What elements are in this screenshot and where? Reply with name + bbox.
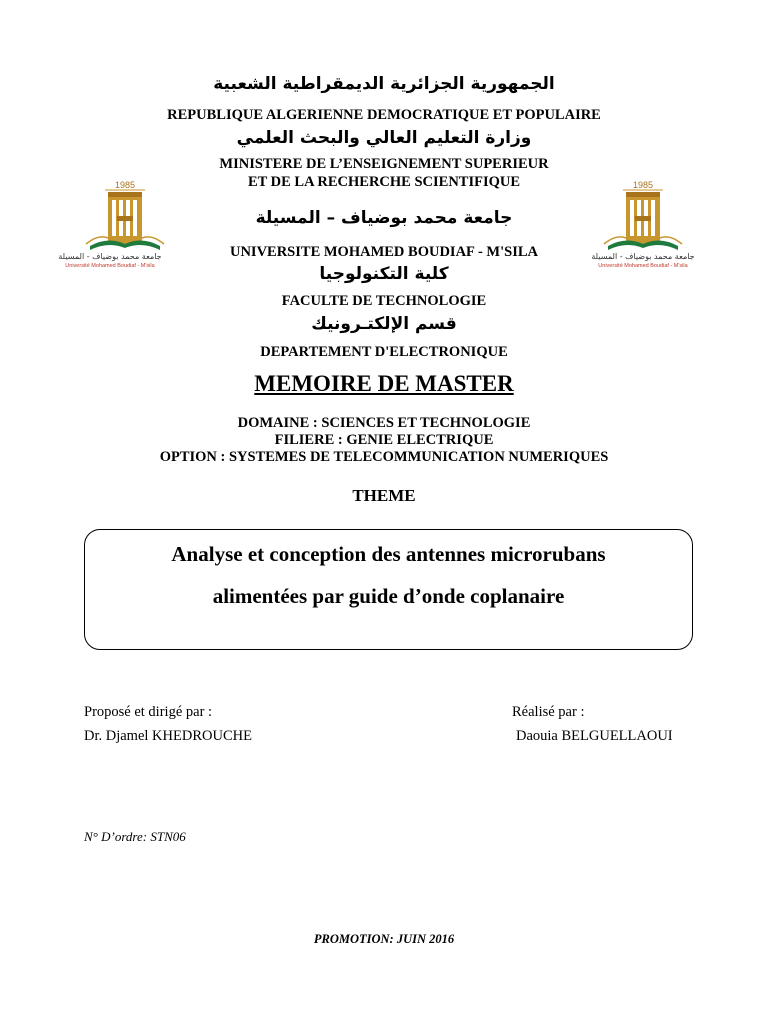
university-french: UNIVERSITE MOHAMED BOUDIAF - M'SILA bbox=[229, 244, 538, 260]
logo-name-french: Université Mohamed Boudiaf - M'sila bbox=[598, 263, 688, 268]
filiere-field: FILIERE : GENIE ELECTRIQUE bbox=[274, 432, 494, 448]
author-name: Daouia BELGUELLAOUI bbox=[516, 728, 673, 744]
department-french: DEPARTEMENT D'ELECTRONIQUE bbox=[260, 344, 508, 360]
ministry-french-line-2: ET DE LA RECHERCHE SCIENTIFIQUE bbox=[247, 174, 521, 190]
domaine-field: DOMAINE : SCIENCES ET TECHNOLOGIE bbox=[237, 415, 531, 431]
author-label: Réalisé par : bbox=[512, 704, 585, 720]
theme-line-2: alimentées par guide d’onde coplanaire bbox=[212, 584, 565, 608]
department-arabic: قسم الإلكتـرونيك bbox=[311, 314, 457, 334]
faculty-arabic: كلية التكنولوجيا bbox=[319, 264, 449, 284]
theme-label: THEME bbox=[352, 486, 416, 505]
option-field: OPTION : SYSTEMES DE TELECOMMUNICATION NUMERIQUES bbox=[159, 449, 609, 465]
logo-year: 1985 bbox=[114, 180, 136, 190]
logo-name-arabic: جامعة محمد بوضياف - المسيلة bbox=[591, 252, 695, 261]
supervisor-name: Dr. Djamel KHEDROUCHE bbox=[84, 728, 252, 744]
republic-arabic: الجمهورية الجزائرية الديمقراطية الشعبية bbox=[213, 74, 555, 94]
logo-year: 1985 bbox=[632, 180, 654, 190]
logo-name-french: Université Mohamed Boudiaf - M'sila bbox=[65, 263, 155, 268]
theme-box bbox=[84, 529, 693, 650]
university-arabic: جامعة محمد بوضياف – المسيلة bbox=[255, 208, 513, 228]
memoir-title: MEMOIRE DE MASTER bbox=[254, 371, 514, 396]
promotion: PROMOTION: JUIN 2016 bbox=[313, 932, 455, 946]
faculty-french: FACULTE DE TECHNOLOGIE bbox=[281, 293, 487, 309]
university-logo-right bbox=[578, 178, 708, 268]
logo-name-arabic: جامعة محمد بوضياف - المسيلة bbox=[58, 252, 162, 261]
order-number: N° D’ordre: STN06 bbox=[84, 829, 186, 844]
theme-line-1: Analyse et conception des antennes microrubans bbox=[171, 542, 606, 566]
ministry-arabic: وزارة التعليم العالي والبحث العلمي bbox=[236, 128, 532, 148]
university-logo-left bbox=[50, 178, 180, 268]
republic-french: REPUBLIQUE ALGERIENNE DEMOCRATIQUE ET POPULAIRE bbox=[167, 107, 601, 123]
ministry-french-line-1: MINISTERE DE L’ENSEIGNEMENT SUPERIEUR bbox=[219, 156, 549, 172]
supervisor-label: Proposé et dirigé par : bbox=[84, 704, 213, 720]
